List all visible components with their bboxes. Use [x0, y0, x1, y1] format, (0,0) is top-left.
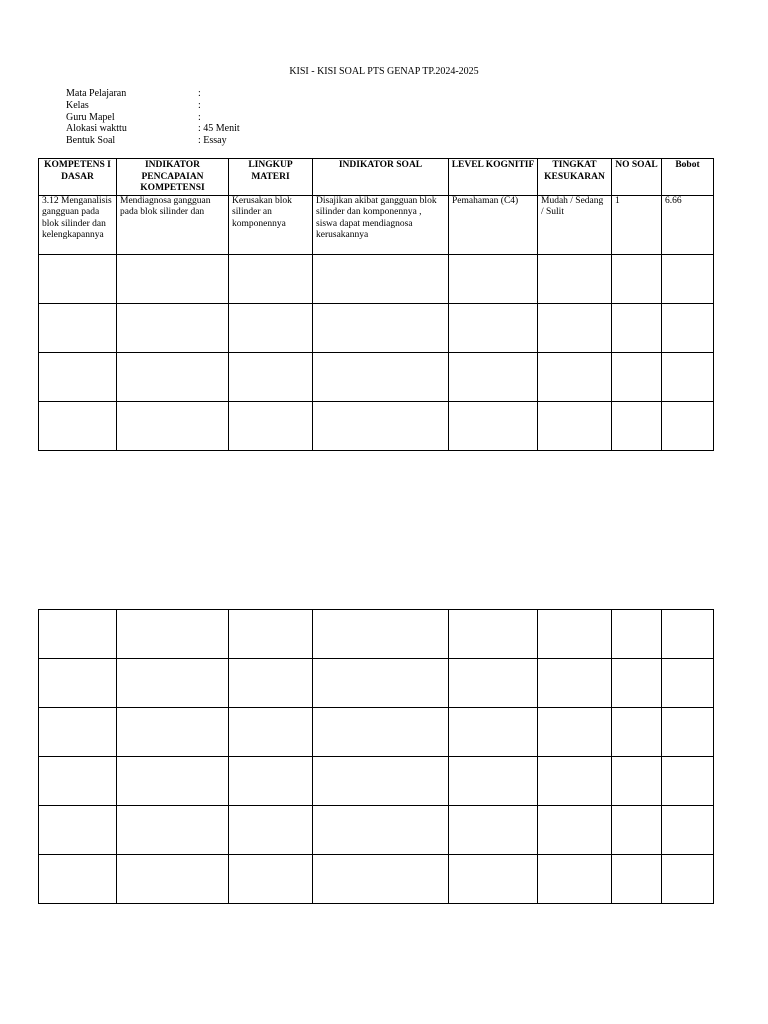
meta-label: Bentuk Soal	[66, 135, 116, 147]
meta-value: : 45 Menit	[198, 123, 240, 135]
table-row-empty	[39, 708, 714, 757]
empty-cell	[449, 254, 538, 303]
document-meta	[66, 88, 306, 147]
header-indikator-soal: INDIKATOR SOAL	[313, 159, 449, 196]
empty-cell	[449, 659, 538, 708]
header-level-kognitif: LEVEL KOGNITIF	[449, 159, 538, 196]
meta-label: Kelas	[66, 99, 89, 111]
empty-cell	[39, 401, 117, 450]
table-header-row	[39, 159, 714, 196]
empty-cell	[538, 855, 612, 904]
empty-cell	[39, 855, 117, 904]
empty-cell	[117, 610, 229, 659]
header-no-soal: NO SOAL	[612, 159, 662, 196]
empty-cell	[612, 401, 662, 450]
empty-cell	[662, 806, 714, 855]
meta-value: : Essay	[198, 135, 227, 147]
empty-cell	[449, 806, 538, 855]
empty-cell	[313, 254, 449, 303]
empty-cell	[538, 610, 612, 659]
empty-cell	[117, 806, 229, 855]
table-row-empty	[39, 254, 714, 303]
empty-cell	[538, 757, 612, 806]
empty-cell	[612, 610, 662, 659]
table-row-empty	[39, 401, 714, 450]
empty-cell	[117, 855, 229, 904]
empty-cell	[39, 708, 117, 757]
header-lingkup-materi: LINGKUP MATERI	[229, 159, 313, 196]
kisi-kisi-table-continued	[38, 609, 714, 904]
empty-cell	[662, 303, 714, 352]
table-row-empty	[39, 659, 714, 708]
empty-cell	[612, 352, 662, 401]
empty-cell	[39, 254, 117, 303]
empty-cell	[538, 806, 612, 855]
meta-value: :	[198, 99, 201, 111]
empty-cell	[449, 610, 538, 659]
empty-cell	[313, 855, 449, 904]
cell-tingkat-kesukaran: Mudah / Sedang / Sulit	[538, 195, 612, 254]
empty-cell	[538, 303, 612, 352]
empty-cell	[449, 708, 538, 757]
meta-row-alokasi-waktu	[66, 123, 306, 135]
meta-row-kelas	[66, 100, 306, 112]
meta-row-bentuk-soal	[66, 135, 306, 147]
empty-cell	[313, 610, 449, 659]
empty-cell	[662, 401, 714, 450]
empty-cell	[313, 303, 449, 352]
cell-lingkup-materi: Kerusakan blok silinder an komponennya	[229, 195, 313, 254]
table-row	[39, 195, 714, 254]
empty-cell	[662, 659, 714, 708]
empty-cell	[117, 352, 229, 401]
empty-cell	[612, 708, 662, 757]
empty-cell	[117, 659, 229, 708]
empty-cell	[39, 352, 117, 401]
empty-cell	[229, 659, 313, 708]
empty-cell	[39, 806, 117, 855]
empty-cell	[449, 855, 538, 904]
empty-cell	[449, 303, 538, 352]
empty-cell	[449, 352, 538, 401]
meta-label: Alokasi wakttu	[66, 123, 127, 135]
empty-cell	[662, 610, 714, 659]
empty-cell	[662, 254, 714, 303]
kisi-kisi-table	[38, 158, 714, 451]
empty-cell	[538, 708, 612, 757]
empty-cell	[313, 659, 449, 708]
meta-label: Mata Pelajaran	[66, 88, 127, 99]
empty-cell	[612, 806, 662, 855]
header-tingkat-kesukaran: TINGKAT KESUKARAN	[538, 159, 612, 196]
empty-cell	[229, 708, 313, 757]
meta-row-guru-mapel	[66, 112, 306, 124]
meta-row-mata-pelajaran	[66, 88, 306, 100]
empty-cell	[612, 757, 662, 806]
table-row-empty	[39, 757, 714, 806]
empty-cell	[117, 708, 229, 757]
empty-cell	[117, 303, 229, 352]
empty-cell	[538, 659, 612, 708]
empty-cell	[662, 757, 714, 806]
empty-cell	[313, 806, 449, 855]
empty-cell	[612, 855, 662, 904]
empty-cell	[538, 401, 612, 450]
empty-cell	[229, 855, 313, 904]
empty-cell	[39, 303, 117, 352]
empty-cell	[612, 659, 662, 708]
table-row-empty	[39, 806, 714, 855]
empty-cell	[449, 757, 538, 806]
meta-value: :	[198, 88, 201, 99]
empty-cell	[538, 352, 612, 401]
empty-cell	[117, 254, 229, 303]
empty-cell	[229, 401, 313, 450]
empty-cell	[229, 303, 313, 352]
empty-cell	[612, 303, 662, 352]
empty-cell	[39, 757, 117, 806]
table-row-empty	[39, 855, 714, 904]
document-title: KISI - KISI SOAL PTS GENAP TP.2024-2025	[289, 66, 479, 77]
table-row-empty	[39, 303, 714, 352]
header-indikator-pencapaian: INDIKATOR PENCAPAIAN KOMPETENSI	[117, 159, 229, 196]
cell-bobot: 6.66	[662, 195, 714, 254]
empty-cell	[117, 757, 229, 806]
empty-cell	[313, 352, 449, 401]
table-row-empty	[39, 352, 714, 401]
header-kompetensi-dasar: KOMPETENS I DASAR	[39, 159, 117, 196]
empty-cell	[662, 708, 714, 757]
empty-cell	[229, 806, 313, 855]
header-bobot: Bobot	[662, 159, 714, 196]
empty-cell	[229, 610, 313, 659]
cell-kompetensi-dasar: 3.12 Menganalisis gangguan pada blok silinder dan kelengkapannya	[39, 195, 117, 254]
empty-cell	[662, 855, 714, 904]
empty-cell	[612, 254, 662, 303]
meta-label: Guru Mapel	[66, 111, 115, 123]
table-row-empty	[39, 610, 714, 659]
empty-cell	[313, 757, 449, 806]
cell-indikator-pencapaian: Mendiagnosa gangguan pada blok silinder dan	[117, 195, 229, 254]
empty-cell	[313, 401, 449, 450]
cell-no-soal: 1	[612, 195, 662, 254]
empty-cell	[39, 610, 117, 659]
empty-cell	[229, 254, 313, 303]
cell-level-kognitif: Pemahaman (C4)	[449, 195, 538, 254]
empty-cell	[662, 352, 714, 401]
meta-value: :	[198, 111, 201, 123]
empty-cell	[39, 659, 117, 708]
empty-cell	[449, 401, 538, 450]
empty-cell	[117, 401, 229, 450]
empty-cell	[313, 708, 449, 757]
empty-cell	[229, 757, 313, 806]
empty-cell	[229, 352, 313, 401]
empty-cell	[538, 254, 612, 303]
cell-indikator-soal: Disajikan akibat gangguan blok silinder dan komponennya , siswa dapat mendiagnosa kerusakannya	[313, 195, 449, 254]
